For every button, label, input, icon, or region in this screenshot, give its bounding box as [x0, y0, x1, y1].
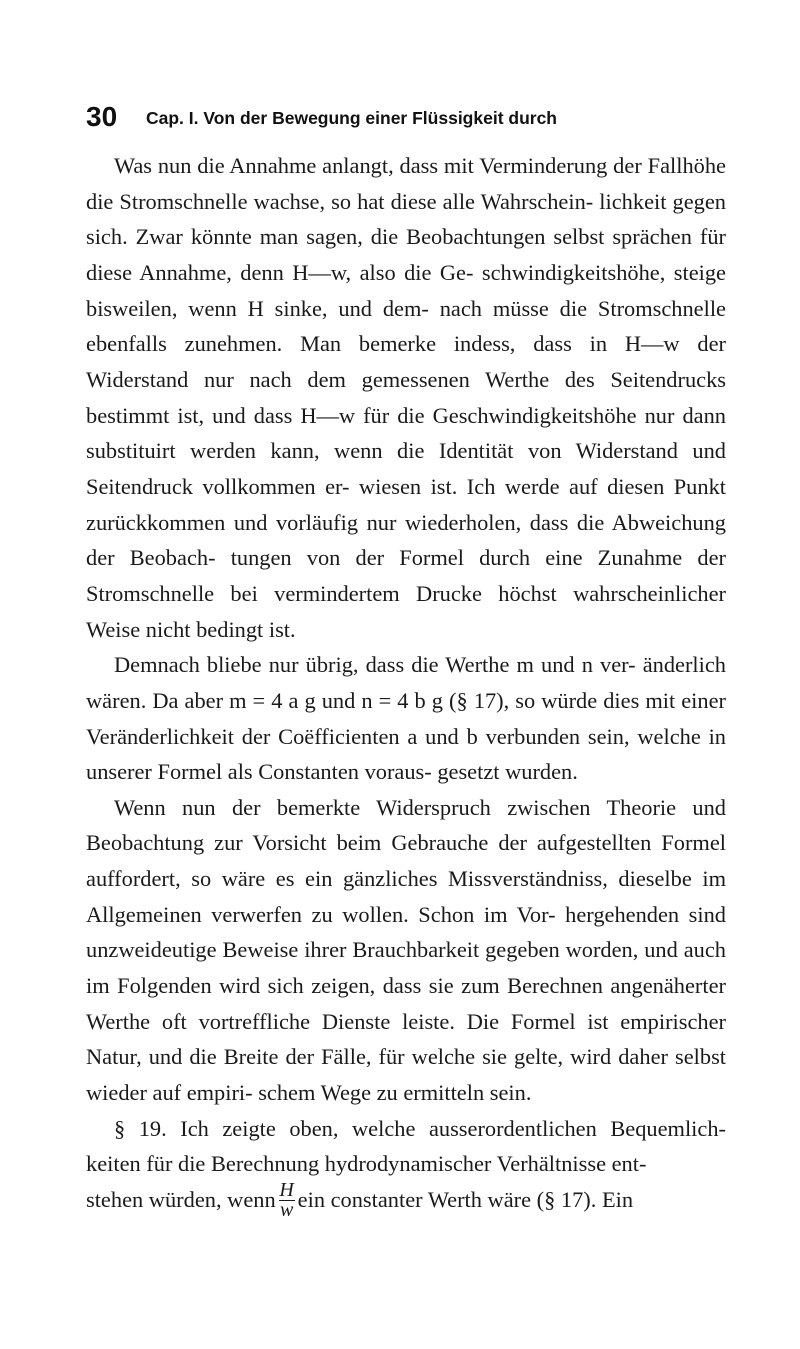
final-line-end: ein constanter Werth wäre (§ 17). Ein — [297, 1187, 634, 1213]
paragraph — [86, 790, 726, 1111]
paragraph-text: § 19. Ich zeigte oben, welche ausserordentlichen Bequemlich- keiten für die Berechnung hydrodynamischer Verhältnisse ent- — [86, 1115, 726, 1177]
paragraph-text: Was nun die Annahme anlangt, dass mit Verminderung der Fallhöhe die Stromschnelle wachse, so hat diese alle Wahrschein- lichkeit gegen sich. Zwar könnte man sagen, die Beobachtungen selbst sprächen für diese Annahme, denn H—w, also die Ge- schwindigkeitshöhe, steige bisweilen, wenn H sinke, und dem- nach müsse die Stromschnelle ebenfalls zunehmen. Man bemerke indess, dass in H—w der Widerstand nur nach dem gemessenen Werthe des Seitendrucks bestimmt ist, und dass H—w für die Geschwindigkeitshöhe nur dann substituirt werden kann, wenn die Identität von Widerstand und Seitendruck vollkommen er- wiesen ist. Ich werde auf diesen Punkt zurückkommen und vorläufig nur wiederholen, dass die Abweichung der Beobach- tungen von der Formel durch eine Zunahme der Stromschnelle bei vermindertem Drucke höchst wahrscheinlicher Weise nicht bedingt ist. — [86, 153, 726, 642]
fraction-numerator: H — [279, 1178, 294, 1201]
running-head: Cap. I. Von der Bewegung einer Flüssigkeit durch — [146, 108, 557, 128]
paragraph — [86, 647, 726, 790]
final-line — [86, 1178, 726, 1221]
page-number: 30 — [86, 101, 118, 132]
page-header — [86, 101, 726, 141]
paragraph — [86, 1111, 726, 1182]
paragraph-text: Demnach bliebe nur übrig, dass die Werthe m und n ver- änderlich wären. Da aber m = 4 a g und n = 4 b g (§ 17), so würde dies mit einer Veränderlichkeit der Coëfficienten a und b verbunden sein, welche in unserer Formel als Constanten voraus- gesetzt wurden. — [86, 652, 726, 785]
final-line-start: stehen würden, wenn — [86, 1187, 276, 1213]
fraction-h-over-w — [279, 1178, 295, 1221]
paragraph-text: Wenn nun der bemerkte Widerspruch zwischen Theorie und Beobachtung zur Vorsicht beim Gebrauche der aufgestellten Formel auffordert, so wäre es ein gänzliches Missverständniss, dieselbe im Allgemeinen verwerfen zu wollen. Schon im Vor- hergehenden sind unzweideutige Beweise ihrer Brauchbarkeit gegeben worden, und auch im Folgenden wird sich zeigen, dass sie zum Berechnen angenäherter Werthe oft vortreffliche Dienste leiste. Die Formel ist empirischer Natur, und die Breite der Fälle, für welche sie gelte, wird daher selbst wieder auf empiri- schem Wege zu ermitteln sein. — [86, 794, 726, 1106]
paragraph — [86, 148, 726, 647]
body-text — [86, 148, 726, 1221]
fraction-denominator: w — [279, 1198, 294, 1221]
